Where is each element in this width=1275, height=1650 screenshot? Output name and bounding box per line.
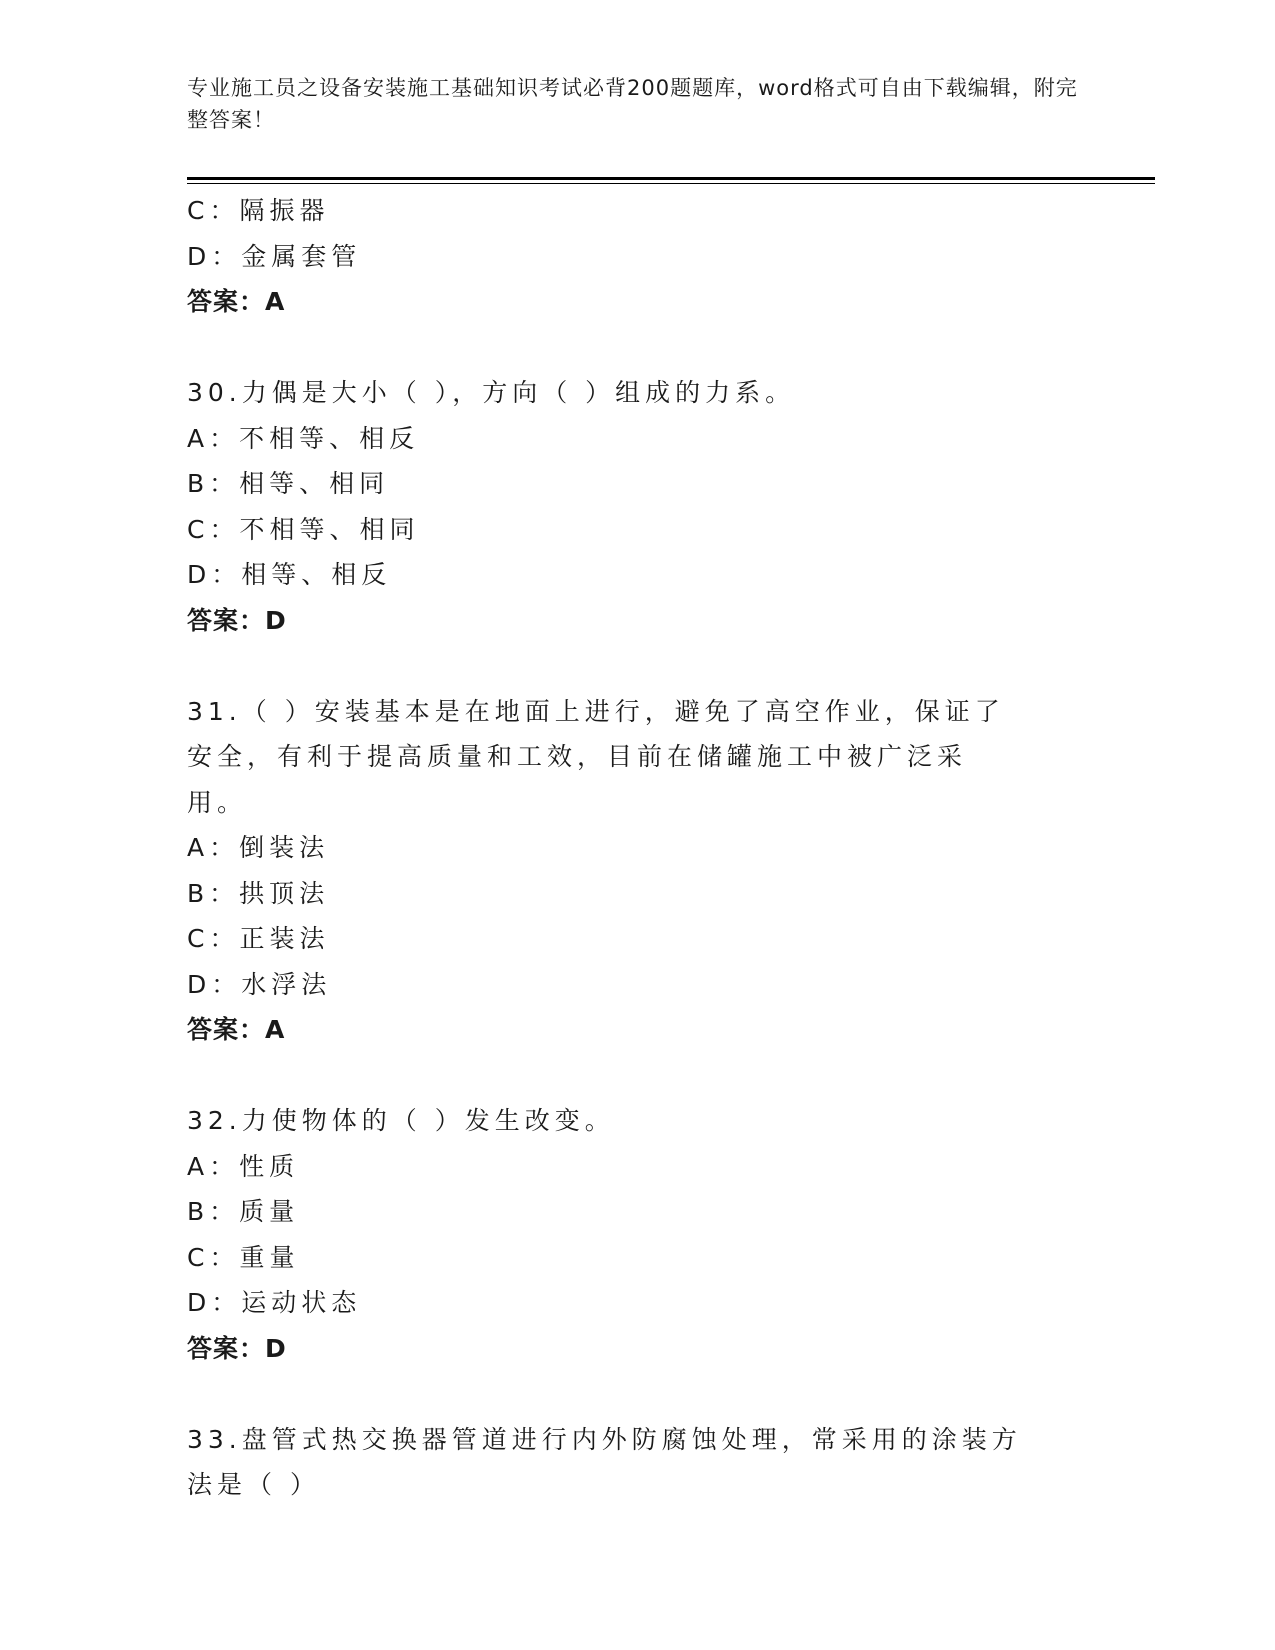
option-c: C：隔振器 [187,196,330,225]
question-stem: 32.力使物体的（ ）发生改变。 [187,1106,615,1135]
option-d: D：水浮法 [187,969,332,999]
spacer [187,1053,1087,1099]
option-a: A：不相等、相反 [187,423,420,453]
question-list [187,188,1087,1508]
page-header: 专业施工员之设备安装施工基础知识考试必背200题题库，word格式可自由下载编辑，附完整答案！ [187,76,1078,132]
option-b: B：拱顶法 [187,878,330,908]
option-d: D：金属套管 [187,241,362,271]
option-c: C：重量 [187,1242,300,1272]
answer-line: 答案：A [187,1015,286,1044]
option-b: B：相等、相同 [187,469,390,498]
prev-question-block [187,188,1087,325]
option-a: A：倒装法 [187,833,330,862]
spacer [187,643,1087,689]
option-d: D：相等、相反 [187,560,392,589]
option-b: B：质量 [187,1197,300,1226]
answer-line: 答案：A [187,287,286,316]
option-c: C：不相等、相同 [187,514,420,544]
question-block-33 [187,1417,1087,1508]
question-stem: 30.力偶是大小（ ），方向（ ）组成的力系。 [187,378,796,407]
spacer [187,325,1087,371]
header-rule-thin [187,183,1155,184]
header-rule-thick [187,177,1155,180]
question-block-31 [187,689,1087,1053]
question-block-30 [187,370,1087,643]
spacer [187,1371,1087,1417]
option-a: A：性质 [187,1151,300,1181]
option-d: D：运动状态 [187,1288,362,1317]
question-stem: 31.（ ）安装基本是在地面上进行，避免了高空作业，保证了安全，有利于提高质量和工效，目前在储罐施工中被广泛采用。 [187,696,1005,817]
answer-line: 答案：D [187,1333,287,1363]
question-stem: 33.盘管式热交换器管道进行内外防腐蚀处理，常采用的涂装方法是（ ） [187,1424,1022,1499]
question-block-32 [187,1098,1087,1371]
option-c: C：正装法 [187,924,330,953]
answer-line: 答案：D [187,605,287,635]
